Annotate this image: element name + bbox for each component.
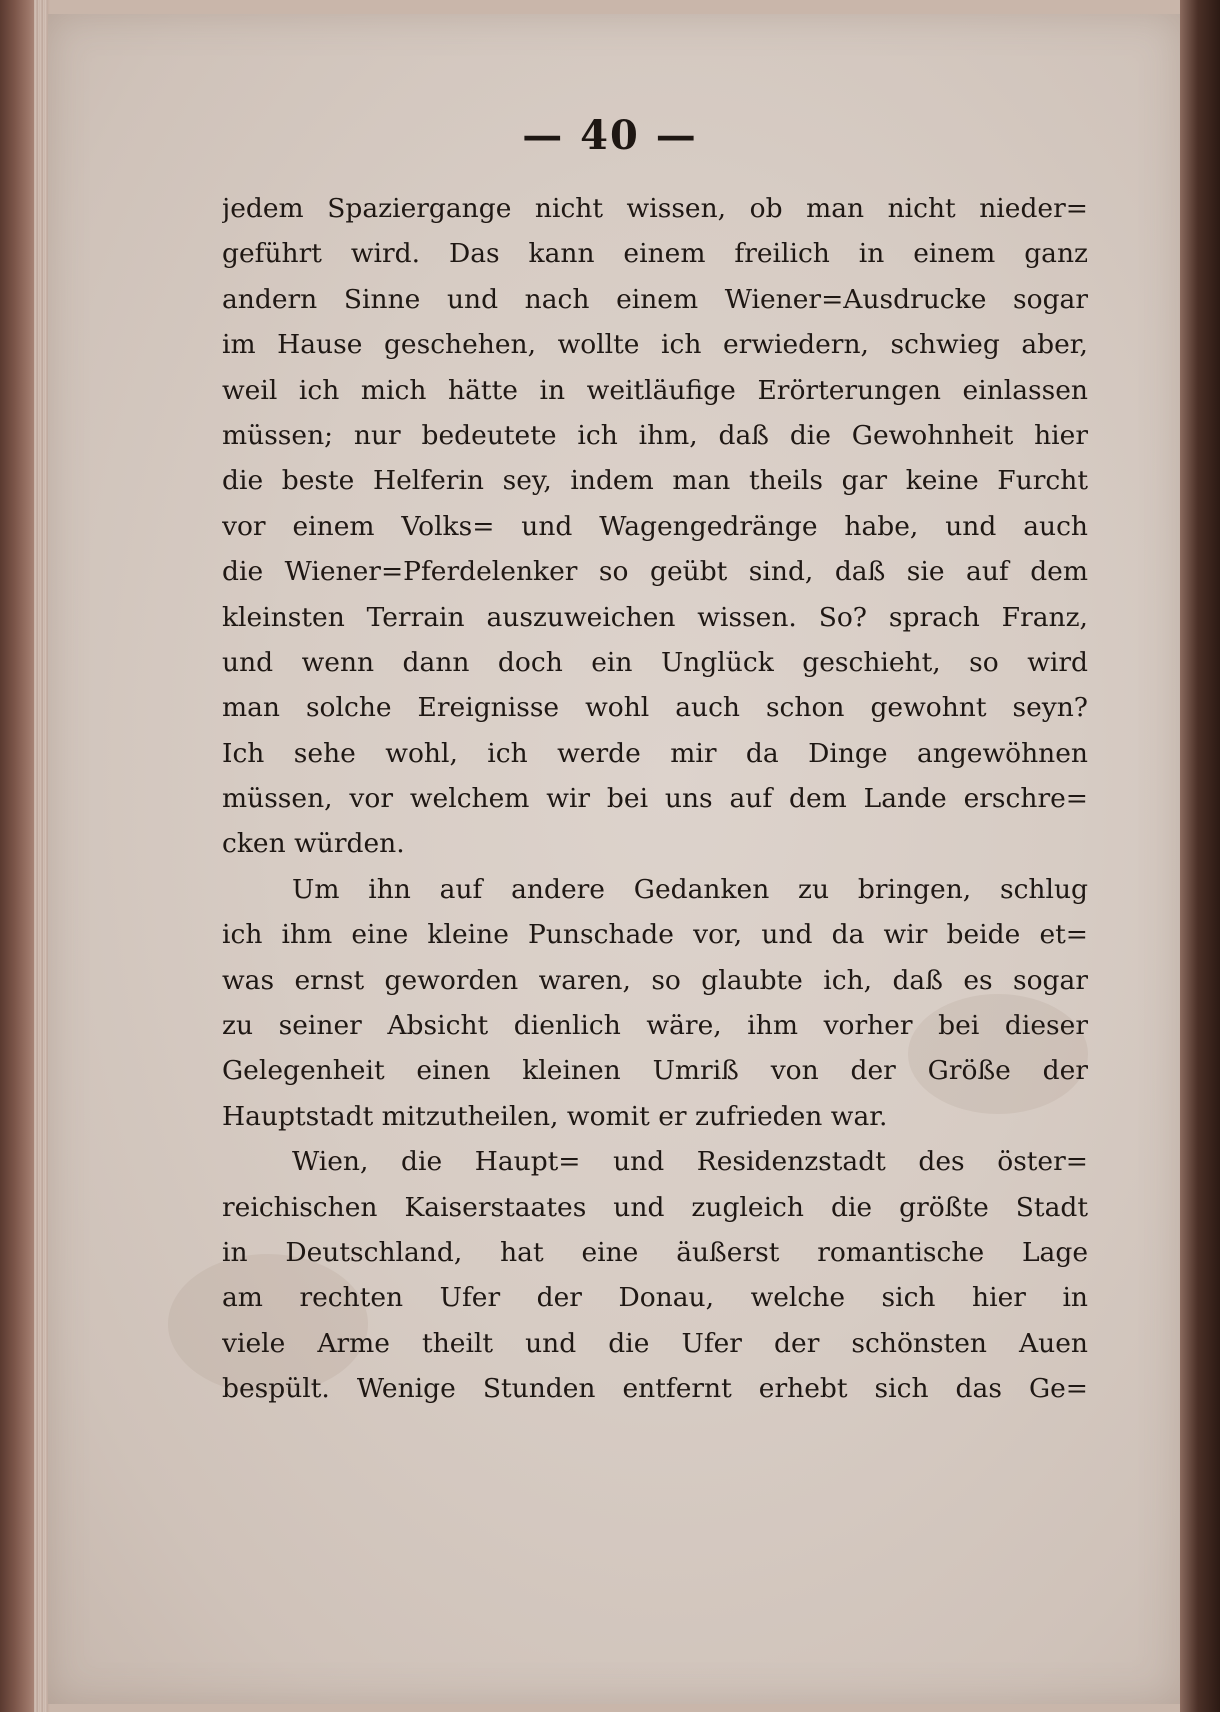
text-line: man solche Ereignisse wohl auch schon gewohnt seyn? [222, 692, 1088, 724]
text-line: Ich sehe wohl, ich werde mir da Dinge angewöhnen [222, 737, 1088, 769]
text-line: die beste Helferin sey, indem man theils gar keine Furcht [222, 465, 1088, 497]
text-line: Hauptstadt mitzutheilen, womit er zufrieden war. [222, 1100, 888, 1132]
text-line: Gelegenheit einen kleinen Umriß von der Größe der [222, 1055, 1088, 1087]
text-line: die Wiener=Pferdelenker so geübt sind, daß sie auf dem [222, 556, 1088, 588]
binding-edge [1180, 0, 1220, 1712]
text-line: im Hause geschehen, wollte ich erwiedern, schwieg aber, [222, 329, 1088, 361]
text-line: müssen, vor welchem wir bei uns auf dem Lande erschre= [222, 783, 1088, 815]
text-line: Wien, die Haupt= und Residenzstadt des öster= [292, 1146, 1088, 1178]
text-line: am rechten Ufer der Donau, welche sich hier in [222, 1282, 1088, 1314]
text-line: jedem Spaziergange nicht wissen, ob man nicht nieder= [222, 193, 1088, 224]
text-line: und wenn dann doch ein Unglück geschieht, so wird [222, 646, 1088, 678]
text-line: viele Arme theilt und die Ufer der schönsten Auen [222, 1327, 1088, 1359]
page-stack-edge [34, 0, 48, 1712]
text-line: geführt wird. Das kann einem freilich in einem ganz [222, 238, 1088, 270]
text-line: bespült. Wenige Stunden entfernt erhebt sich das Ge= [222, 1373, 1088, 1405]
text-line: ich ihm eine kleine Punschade vor, und da wir beide et= [222, 919, 1088, 951]
text-line: andern Sinne und nach einem Wiener=Ausdrucke sogar [222, 283, 1088, 315]
text-line: Um ihn auf andere Gedanken zu bringen, schlug [292, 873, 1088, 905]
text-line: vor einem Volks= und Wagengedränge habe, und auch [222, 510, 1088, 542]
text-line: reichischen Kaiserstaates und zugleich die größte Stadt [222, 1191, 1088, 1223]
text-line: in Deutschland, hat eine äußerst romantische Lage [222, 1236, 1088, 1268]
text-line: was ernst geworden waren, so glaubte ich, daß es sogar [222, 964, 1088, 996]
text-line: müssen; nur bedeutete ich ihm, daß die Gewohnheit hier [222, 419, 1088, 451]
page-number: — 40 — [522, 112, 698, 159]
body-text [222, 186, 1088, 1412]
text-line: kleinsten Terrain auszuweichen wissen. So? sprach Franz, [222, 601, 1088, 633]
text-line: weil ich mich hätte in weitläufige Erörterungen einlassen [222, 374, 1088, 406]
text-line: zu seiner Absicht dienlich wäre, ihm vorher bei dieser [222, 1010, 1088, 1042]
text-line: cken würden. [222, 828, 405, 860]
